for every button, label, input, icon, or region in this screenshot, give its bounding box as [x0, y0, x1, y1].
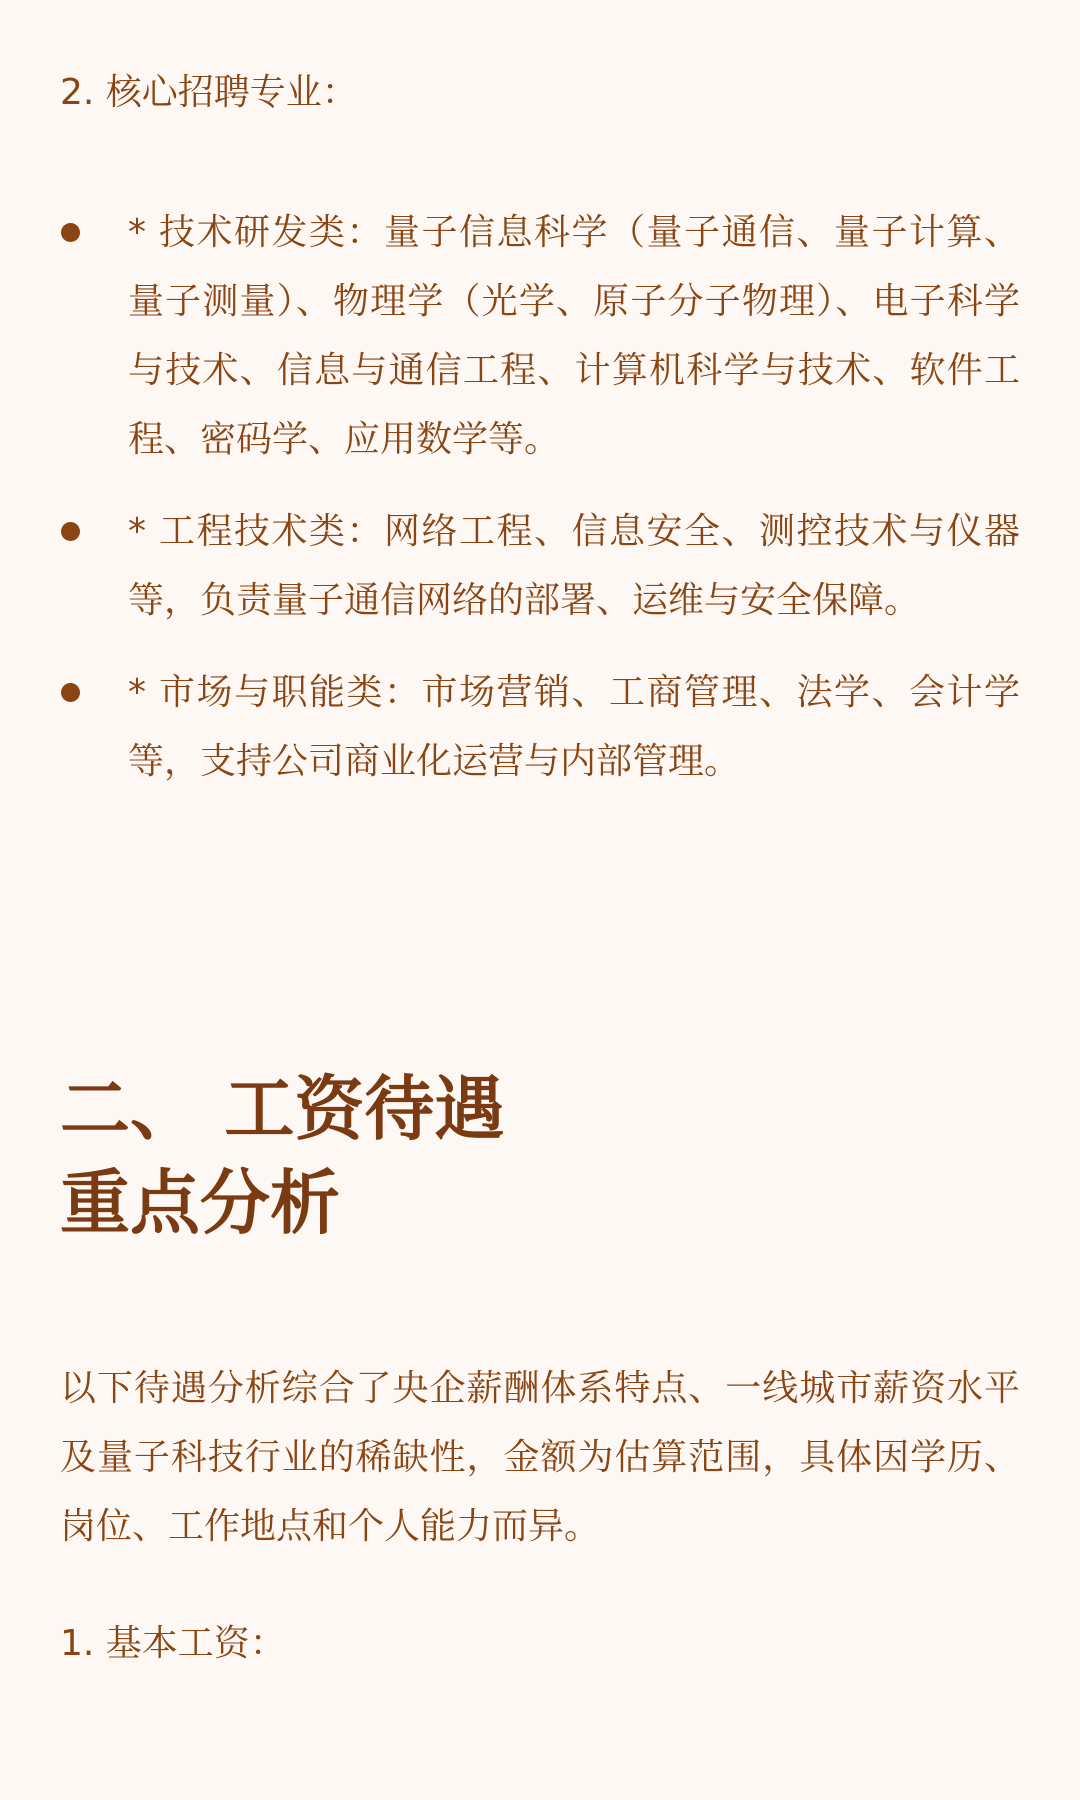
bullet-dot-icon	[61, 683, 80, 702]
bullet-dot-icon	[61, 522, 80, 541]
subheading-core-majors: 2. 核心招聘专业：	[60, 72, 358, 113]
bullet-dot-icon	[61, 223, 80, 242]
subheading-base-salary: 1. 基本工资：	[60, 1623, 286, 1664]
list-item-text: * 工程技术类：网络工程、信息安全、测控技术与仪器等，负责量子通信网络的部署、运维与安全保障。	[128, 511, 1020, 621]
list-item	[0, 658, 1080, 796]
list-item-text: * 技术研发类：量子信息科学（量子通信、量子计算、量子测量）、物理学（光学、原子分子物理）、电子科学与技术、信息与通信工程、计算机科学与技术、软件工程、密码学、应用数学等。	[128, 212, 1020, 460]
list-item-text: * 市场与职能类：市场营销、工商管理、法学、会计学等，支持公司商业化运营与内部管理。	[128, 672, 1020, 782]
section-title-line-1: 二、 工资待遇	[60, 1068, 505, 1150]
section-title	[60, 1062, 504, 1250]
list-item	[0, 497, 1080, 635]
intro-paragraph: 以下待遇分析综合了央企薪酬体系特点、一线城市薪资水平及量子科技行业的稀缺性，金额为估算范围，具体因学历、岗位、工作地点和个人能力而异。	[60, 1368, 1020, 1547]
section-title-line-2: 重点分析	[60, 1162, 340, 1244]
majors-list	[0, 198, 1080, 819]
list-item	[0, 198, 1080, 474]
